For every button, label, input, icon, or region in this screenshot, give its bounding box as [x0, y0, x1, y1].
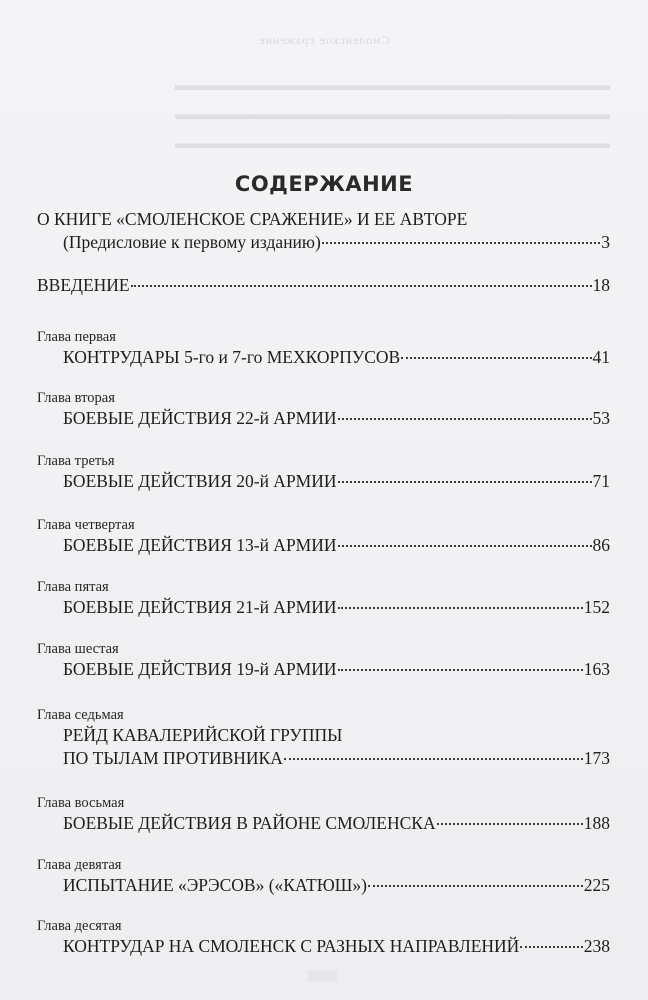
toc-entry-chapter-2[interactable]: [37, 389, 610, 430]
toc-entry-title: КОНТРУДАР НА СМОЛЕНСК С РАЗНЫХ НАПРАВЛЕНИЙ: [63, 936, 520, 956]
toc-page-number: 53: [592, 408, 610, 428]
toc-entry-title: БОЕВЫЕ ДЕЙСТВИЯ В РАЙОНЕ СМОЛЕНСКА: [63, 813, 436, 833]
toc-page-number: 238: [583, 936, 610, 956]
toc-entry-intro[interactable]: [37, 208, 610, 254]
toc-entry-chapter-9[interactable]: [37, 856, 610, 897]
toc-page-number: 152: [583, 597, 610, 617]
chapter-label: Глава шестая: [37, 641, 119, 657]
page-title: СОДЕРЖАНИЕ: [234, 172, 414, 197]
toc-entry-title: О КНИГЕ «СМОЛЕНСКОЕ СРАЖЕНИЕ» И ЕЕ АВТОРЕ: [37, 209, 468, 229]
toc-entry-title: БОЕВЫЕ ДЕЙСТВИЯ 22-й АРМИИ: [63, 408, 337, 428]
dot-leader: [437, 823, 583, 825]
toc-entry-title: БОЕВЫЕ ДЕЙСТВИЯ 20-й АРМИИ: [63, 471, 337, 491]
toc-entry-title: КОНТРУДАРЫ 5-го и 7-го МЕХКОРПУСОВ: [63, 347, 401, 367]
toc-entry-title: ПО ТЫЛАМ ПРОТИВНИКА: [63, 748, 283, 768]
toc-entry-chapter-1[interactable]: [37, 328, 610, 369]
dot-leader: [131, 285, 592, 287]
reverse-text-bleedthrough: ▬▬▬▬▬▬▬▬▬▬▬▬▬▬▬▬▬▬▬▬▬▬▬▬▬▬▬▬▬ ▬▬▬▬▬▬▬▬▬▬▬▬▬▬▬▬▬▬▬▬▬▬▬▬▬▬▬▬▬ ▬▬▬▬▬▬▬▬▬▬▬▬▬▬▬▬▬▬▬▬▬▬▬▬▬▬▬▬▬: [175, 78, 610, 152]
toc-entry-title-line1: РЕЙД КАВАЛЕРИЙСКОЙ ГРУППЫ: [63, 725, 343, 745]
toc-entry-chapter-5[interactable]: [37, 578, 610, 619]
toc-page-number: 41: [592, 347, 610, 367]
toc-entry-title: БОЕВЫЕ ДЕЙСТВИЯ 21-й АРМИИ: [63, 597, 337, 617]
dot-leader: [401, 357, 591, 359]
toc-entry-introduction[interactable]: [37, 274, 610, 297]
toc-entry-chapter-4[interactable]: [37, 516, 610, 557]
toc-page-number: 163: [583, 659, 610, 679]
toc-page-number: 86: [592, 535, 610, 555]
dot-leader: [322, 242, 600, 244]
toc-entry-chapter-3[interactable]: [37, 452, 610, 493]
toc-entry-chapter-6[interactable]: [37, 640, 610, 681]
dot-leader: [338, 481, 592, 483]
toc-entry-title: БОЕВЫЕ ДЕЙСТВИЯ 19-й АРМИИ: [63, 659, 337, 679]
chapter-label: Глава первая: [37, 329, 116, 345]
chapter-label: Глава десятая: [37, 918, 122, 934]
chapter-label: Глава восьмая: [37, 795, 125, 811]
dot-leader: [338, 607, 583, 609]
toc-entry-title: ИСПЫТАНИЕ «ЭРЭСОВ» («КАТЮШ»): [63, 875, 367, 895]
chapter-label: Глава четвертая: [37, 517, 135, 533]
toc-page-number: 188: [583, 813, 610, 833]
toc-entry-chapter-7[interactable]: [37, 706, 610, 770]
toc-page-number: 225: [583, 875, 610, 895]
toc-page-number: 18: [592, 275, 610, 295]
chapter-label: Глава седьмая: [37, 707, 124, 723]
dot-leader: [338, 545, 592, 547]
toc-page-number: 3: [601, 232, 610, 252]
folio-bleedthrough: [308, 970, 338, 982]
dot-leader: [520, 946, 582, 948]
dot-leader: [368, 885, 583, 887]
toc-entry-title: БОЕВЫЕ ДЕЙСТВИЯ 13-й АРМИИ: [63, 535, 337, 555]
dot-leader: [284, 758, 583, 760]
toc-entry-title: ВВЕДЕНИЕ: [37, 275, 130, 295]
chapter-label: Глава девятая: [37, 857, 122, 873]
toc-entry-chapter-8[interactable]: [37, 794, 610, 835]
dot-leader: [338, 669, 583, 671]
toc-page-number: 173: [583, 748, 610, 768]
toc-entry-chapter-10[interactable]: [37, 917, 610, 958]
chapter-label: Глава пятая: [37, 579, 109, 595]
running-head-bleedthrough: Смоленское сражение: [258, 33, 390, 47]
toc-page-number: 71: [592, 471, 610, 491]
chapter-label: Глава вторая: [37, 390, 115, 406]
dot-leader: [338, 418, 592, 420]
toc-entry-subtitle: (Предисловие к первому изданию): [63, 232, 321, 252]
chapter-label: Глава третья: [37, 453, 115, 469]
